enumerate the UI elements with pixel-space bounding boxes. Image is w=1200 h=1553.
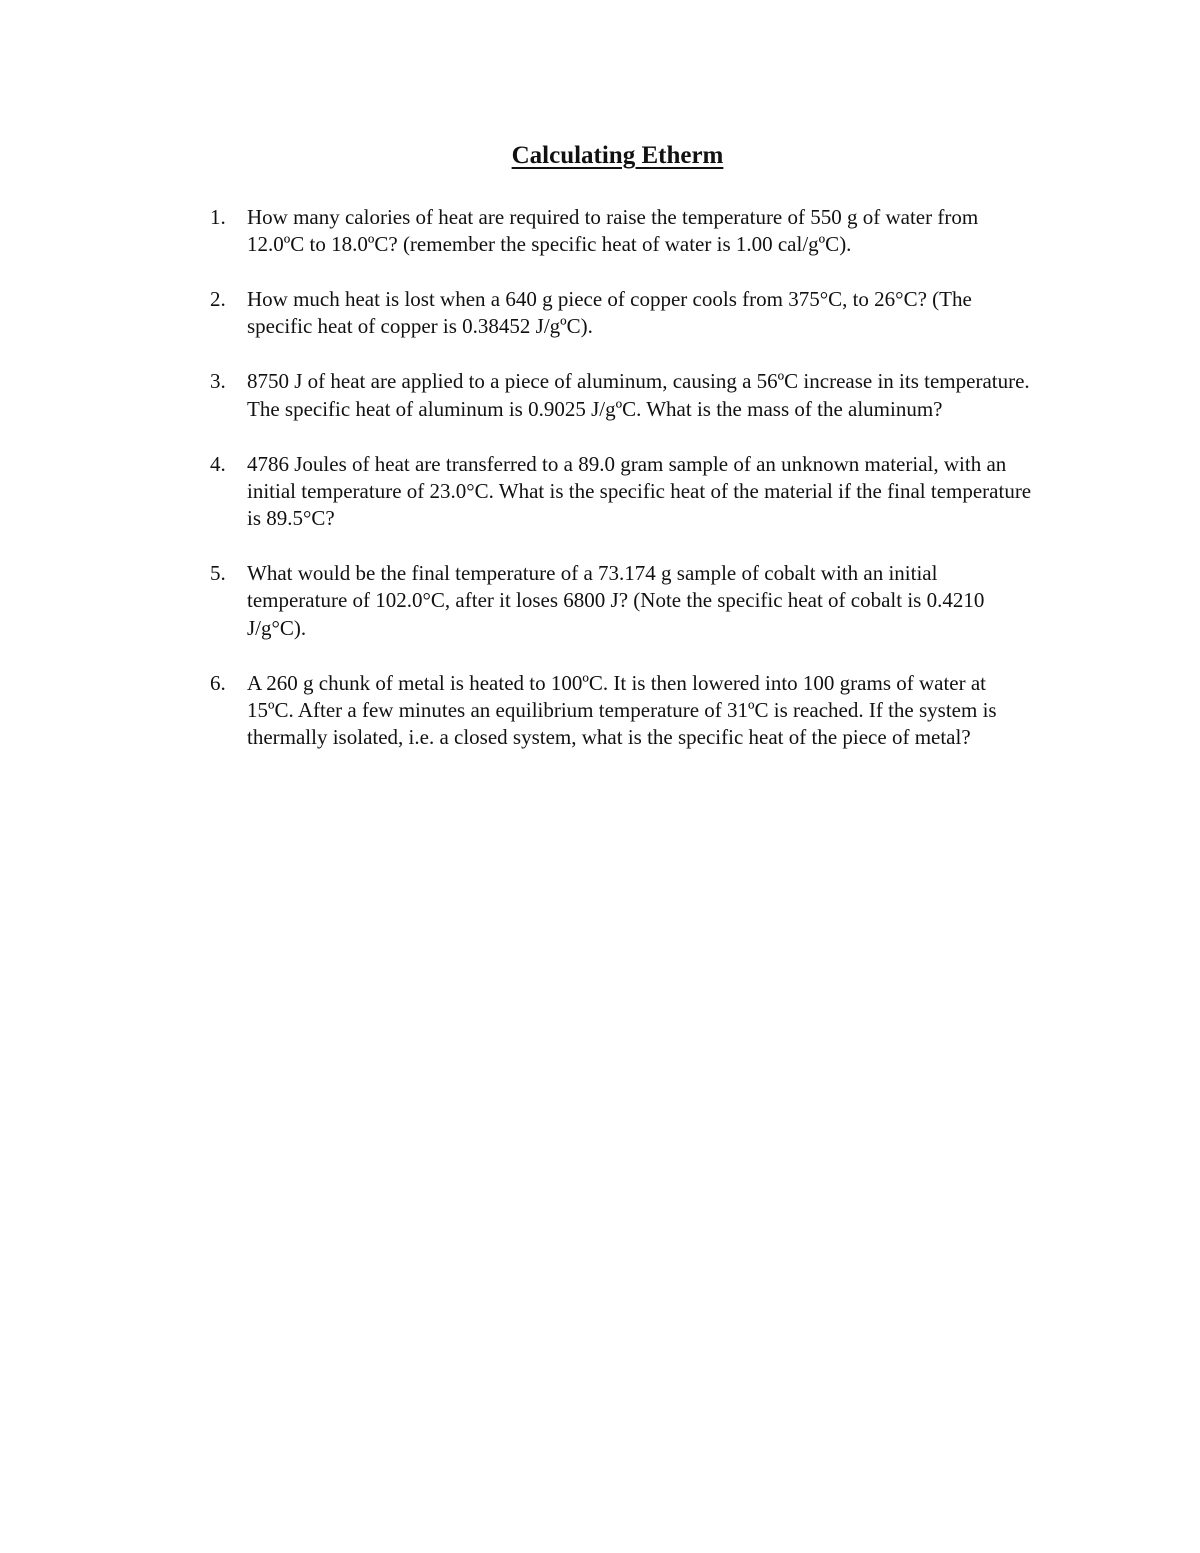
- question-item-5: [210, 560, 1037, 642]
- question-item-3: [210, 368, 1037, 423]
- question-number: 3.: [210, 369, 226, 394]
- question-number: 2.: [210, 287, 226, 312]
- question-number: 6.: [210, 670, 226, 695]
- question-text: A 260 g chunk of metal is heated to 100ºC. It is then lowered into 100 grams of water at 15ºC. After a few minutes an equilibrium temperature of 31ºC is reached. If the system is thermally isolated, i.e. a closed system, what is the specific heat of the piece of metal?: [247, 670, 997, 750]
- question-text: How much heat is lost when a 640 g piece of copper cools from 375°C, to 26°C? (The specific heat of copper is 0.38452 J/gºC).: [247, 287, 972, 339]
- question-text: How many calories of heat are required to raise the temperature of 550 g of water from 12.0ºC to 18.0ºC? (remember the specific heat of water is 1.00 cal/gºC).: [247, 205, 979, 257]
- question-item-2: [210, 286, 1037, 341]
- question-text: 4786 Joules of heat are transferred to a 89.0 gram sample of an unknown material, with an initial temperature of 23.0°C. What is the specific heat of the material if the final temperature is 89.5°C?: [247, 451, 1032, 531]
- question-number: 4.: [210, 451, 226, 476]
- question-number: 5.: [210, 561, 226, 586]
- question-list: [210, 204, 1037, 779]
- page-title: Calculating Etherm: [511, 142, 724, 169]
- question-item-6: [210, 670, 1037, 752]
- question-text: 8750 J of heat are applied to a piece of aluminum, causing a 56ºC increase in its temperature. The specific heat of aluminum is 0.9025 J/gºC. What is the mass of the aluminum?: [247, 369, 1030, 421]
- question-item-4: [210, 451, 1037, 533]
- question-text: What would be the final temperature of a 73.174 g sample of cobalt with an initial temperature of 102.0°C, after it loses 6800 J? (Note the specific heat of cobalt is 0.4210 J/g°C).: [247, 561, 985, 640]
- question-item-1: [210, 204, 1037, 259]
- question-number: 1.: [210, 205, 226, 229]
